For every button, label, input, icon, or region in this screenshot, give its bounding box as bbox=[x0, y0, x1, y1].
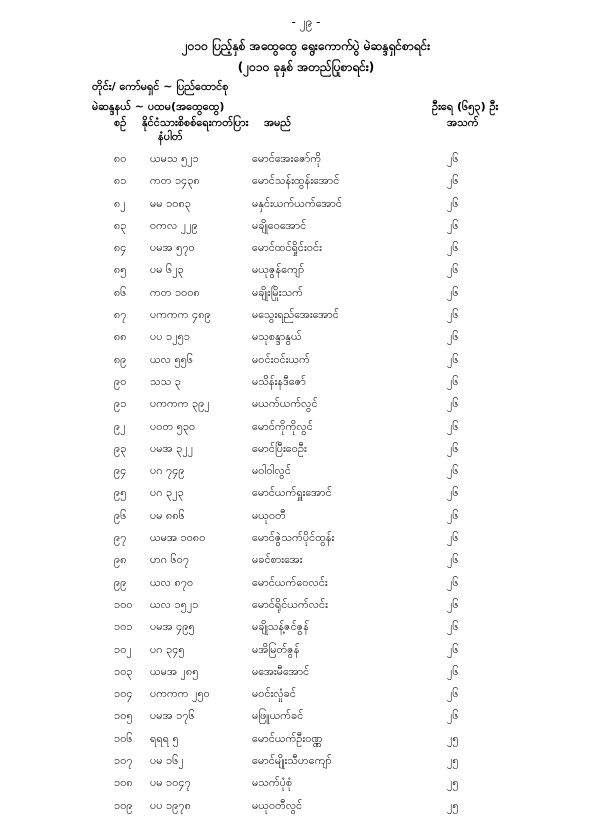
voter-age: ၂၅ bbox=[447, 798, 459, 812]
nrc-number: ပမအ ၄၉၅ bbox=[150, 620, 195, 634]
table-row bbox=[0, 505, 612, 527]
table-row bbox=[0, 237, 612, 259]
nrc-number: ပမ ၆၂၃ bbox=[150, 263, 184, 277]
row-number: ၈၇ bbox=[114, 308, 127, 322]
column-header-no: စဉ် bbox=[114, 116, 127, 129]
column-header-nrc-line2: နံပါတ် bbox=[158, 130, 183, 143]
row-number: ၁၀၅ bbox=[114, 709, 133, 723]
voter-age: ၂၆ bbox=[447, 709, 459, 723]
nrc-number: ပဝတ ၅၃၀ bbox=[150, 419, 196, 433]
row-number: ၁၀၁ bbox=[114, 620, 133, 634]
row-number: ၁၀၈ bbox=[114, 776, 133, 790]
voter-name: မချိုးမြိုးသက် bbox=[252, 285, 303, 299]
table-row bbox=[0, 460, 612, 482]
voter-age: ၂၆ bbox=[447, 687, 459, 701]
nrc-number: ပကကက ၄၈၉ bbox=[150, 308, 211, 322]
nrc-number: ပဂ ၃၄၅ bbox=[150, 642, 185, 656]
row-number: ၈၀ bbox=[114, 152, 127, 165]
table-row bbox=[0, 772, 612, 794]
voter-name: မဝါဝါလွင် bbox=[252, 464, 291, 478]
table-row bbox=[0, 282, 612, 304]
nrc-number: ပဂ ၃၂၃ bbox=[150, 486, 184, 500]
table-row bbox=[0, 349, 612, 371]
voter-name: မချိုသန့်ဇင်ဇွန် bbox=[252, 620, 309, 634]
table-row bbox=[0, 304, 612, 326]
voter-name: မောင်မျိုးသီဟကျော် bbox=[252, 754, 332, 768]
nrc-number: ပမအ ၃၂၂ bbox=[150, 441, 194, 455]
voter-age: ၂၅ bbox=[447, 776, 459, 790]
voter-age: ၂၆ bbox=[447, 531, 459, 545]
row-number: ၈၅ bbox=[114, 263, 127, 277]
table-row bbox=[0, 416, 612, 438]
table-row bbox=[0, 371, 612, 393]
voter-name: မယုဝတီ bbox=[252, 508, 286, 522]
row-number: ၁၀၃ bbox=[114, 664, 133, 678]
voter-name: မအေးမီအောင် bbox=[252, 664, 310, 678]
voter-name: မသုစန္ဒာနွယ် bbox=[252, 330, 302, 344]
row-number: ၉၂ bbox=[114, 419, 126, 433]
row-number: ၉၈ bbox=[114, 553, 127, 567]
voter-name: မခင်စားအေး bbox=[252, 553, 303, 567]
table-row bbox=[0, 728, 612, 750]
table-row bbox=[0, 438, 612, 460]
row-number: ၈၈ bbox=[114, 330, 127, 344]
voter-name: မယုဇွန်ကျော် bbox=[252, 263, 305, 277]
nrc-number: ကတ ၁၀၀၈ bbox=[150, 285, 200, 299]
voter-name: မသက်ပုံစုံ bbox=[252, 776, 293, 790]
voter-name: မောင်အေးဇော်ကို bbox=[252, 152, 322, 165]
voter-table bbox=[0, 148, 612, 817]
row-number: ၈၃ bbox=[114, 218, 127, 232]
nrc-number: ပမ ၁၀၄၇ bbox=[150, 776, 191, 790]
row-number: ၁၀၄ bbox=[114, 687, 133, 701]
voter-age: ၂၆ bbox=[447, 152, 459, 165]
row-number: ၉၉ bbox=[114, 575, 127, 589]
voter-name: မဖြူယက်ခင် bbox=[252, 709, 304, 723]
nrc-number: ပမအ ၁၇၆ bbox=[150, 709, 195, 723]
row-number: ၈၁ bbox=[114, 174, 127, 188]
voter-name: မယုဝတီလွင် bbox=[252, 798, 303, 812]
nrc-number: ပမအ ၅၇၀ bbox=[150, 241, 195, 255]
table-row bbox=[0, 148, 612, 170]
voter-name: မောင်သန်းထွန်းအောင် bbox=[252, 174, 340, 188]
voter-age: ၂၅ bbox=[447, 754, 459, 768]
nrc-number: ယလ ၁၅၂၁ bbox=[150, 597, 199, 611]
column-header-name: အမည် bbox=[264, 116, 292, 129]
voter-name: မောင်ကိုကိုလွင် bbox=[252, 419, 313, 433]
voter-age: ၂၆ bbox=[447, 508, 459, 522]
table-row bbox=[0, 683, 612, 705]
voter-age: ၂၆ bbox=[447, 285, 459, 299]
page-number: - ၂၉ - bbox=[291, 15, 321, 29]
table-row bbox=[0, 326, 612, 348]
row-number: ၈၆ bbox=[114, 285, 127, 299]
nrc-number: ပပ ၁၂၅၁ bbox=[150, 330, 191, 344]
column-header-nrc: နိုင်ငံသားစိစစ်ရေးကတ်ပြား bbox=[142, 116, 249, 129]
voter-age: ၂၆ bbox=[447, 464, 459, 478]
table-row bbox=[0, 549, 612, 571]
nrc-number: ဝကလ ၂၂၉ bbox=[150, 218, 198, 232]
voter-name: မောင်ပြီးဝေဦး bbox=[252, 441, 307, 455]
voter-name: မယက်ယက်လွင် bbox=[252, 397, 318, 411]
nrc-number: ယမအ ၂၈၅ bbox=[150, 664, 199, 678]
nrc-number: မမ ၁၀၈၃ bbox=[150, 196, 191, 210]
voter-age: ၂၆ bbox=[447, 575, 459, 589]
voter-name: မချိုဝေအောင် bbox=[252, 218, 307, 232]
row-number: ၈၉ bbox=[114, 352, 127, 366]
voter-name: မဝင်းလှုံခင် bbox=[252, 687, 296, 701]
table-row bbox=[0, 616, 612, 638]
table-row bbox=[0, 393, 612, 415]
voter-name: မအိမြတ်ဇွန် bbox=[252, 642, 300, 656]
nrc-number: ပမ ၁၆၂ bbox=[150, 754, 184, 768]
table-row bbox=[0, 594, 612, 616]
table-row bbox=[0, 170, 612, 192]
voter-age: ၂၆ bbox=[447, 642, 459, 656]
voter-name: မောင်ယက်ရှူးအောင် bbox=[252, 486, 332, 500]
nrc-number: ရရရ ၅ bbox=[150, 731, 179, 745]
row-number: ၉၃ bbox=[114, 441, 127, 455]
voter-age: ၂၆ bbox=[447, 620, 459, 634]
voter-age: ၂၆ bbox=[447, 374, 459, 388]
table-row bbox=[0, 661, 612, 683]
table-row bbox=[0, 193, 612, 215]
voter-age: ၂၆ bbox=[447, 263, 459, 277]
table-row bbox=[0, 639, 612, 661]
column-header-age: အသက် bbox=[447, 116, 479, 129]
location-line: တိုင်း/ ကော်မရှင် ~ ပြည်ထောင်စု bbox=[92, 80, 229, 93]
voter-name: မောင်ရိုင်ယက်လင်း bbox=[252, 597, 328, 611]
constituency-label: မဲဆန္ဒနယ် ~ ပထမ(အထွေထွေ) bbox=[92, 100, 225, 113]
voter-age: ၂၆ bbox=[447, 308, 459, 322]
nrc-number: ပပ ၁၉၇၈ bbox=[150, 798, 191, 812]
row-number: ၉၅ bbox=[114, 486, 127, 500]
voter-name: မနှင်းယက်ယက်အောင် bbox=[252, 196, 343, 210]
voter-age: ၂၆ bbox=[447, 397, 459, 411]
voter-name: မောင်ဇွဲသက်ပိုင်ထွန်း bbox=[252, 531, 335, 545]
nrc-number: ယလ ၈၇၀ bbox=[150, 575, 194, 589]
row-number: ၈၂ bbox=[114, 196, 126, 210]
voter-name: မောင်ယက်ဦးဝဏ္ဏ bbox=[252, 731, 323, 745]
table-row bbox=[0, 705, 612, 727]
table-row bbox=[0, 750, 612, 772]
page-title: ၂၀၁၀ ပြည့်နှစ် အထွေထွေ ရွေးကောက်ပွဲ မဲဆန္ဒရှင်စာရင်း bbox=[181, 39, 431, 53]
row-number: ၁၀၆ bbox=[114, 731, 133, 745]
voter-name: မသွေးရည်အေးအောင် bbox=[252, 308, 339, 322]
nrc-number: ပမ ၈၈၆ bbox=[150, 508, 185, 522]
row-number: ၉၄ bbox=[114, 464, 127, 478]
table-row bbox=[0, 527, 612, 549]
voter-age: ၂၆ bbox=[447, 330, 459, 344]
voter-age: ၂၆ bbox=[447, 352, 459, 366]
page-subtitle: (၂၀၁၀ ခုနှစ် အတည်ပြုစာရင်း) bbox=[237, 60, 375, 74]
voter-age: ၂၆ bbox=[447, 664, 459, 678]
voter-name: မသိန်းနဒီဇော် bbox=[252, 374, 306, 388]
table-row bbox=[0, 259, 612, 281]
voter-count: ဦးရေ (၆၅၃) ဦး bbox=[432, 100, 499, 113]
voter-age: ၂၅ bbox=[447, 731, 459, 745]
voter-name: မောင်ထင်ရှိုင်းဝင်း bbox=[252, 241, 322, 255]
row-number: ၁၀၂ bbox=[114, 642, 132, 656]
nrc-number: ယမသ ၅၂၁ bbox=[150, 152, 199, 165]
voter-age: ၂၆ bbox=[447, 174, 459, 188]
table-row bbox=[0, 482, 612, 504]
voter-age: ၂၆ bbox=[447, 241, 459, 255]
table-row bbox=[0, 215, 612, 237]
voter-age: ၂၆ bbox=[447, 597, 459, 611]
voter-age: ၂၆ bbox=[447, 196, 459, 210]
nrc-number: ပကကက ၂၅၀ bbox=[150, 687, 210, 701]
nrc-number: သသ ၃ bbox=[150, 374, 181, 388]
table-row bbox=[0, 572, 612, 594]
row-number: ၈၄ bbox=[114, 241, 127, 255]
voter-age: ၂၆ bbox=[447, 553, 459, 567]
row-number: ၁၀၀ bbox=[114, 597, 133, 611]
nrc-number: ပဂ ၇၄၉ bbox=[150, 464, 185, 478]
row-number: ၉၁ bbox=[114, 397, 127, 411]
voter-name: မောင်ယက်ဝေလင်း bbox=[252, 575, 328, 589]
voter-age: ၂၆ bbox=[447, 419, 459, 433]
voter-name: မဝင်းဝင်းယက် bbox=[252, 352, 310, 366]
nrc-number: ကတ ၁၄၃၈ bbox=[150, 174, 200, 188]
nrc-number: ဟဂ ၆၀၇ bbox=[150, 553, 190, 567]
voter-age: ၂၆ bbox=[447, 486, 459, 500]
nrc-number: ယမအ ၁၀၈၀ bbox=[150, 531, 206, 545]
voter-age: ၂၆ bbox=[447, 441, 459, 455]
row-number: ၉၇ bbox=[114, 531, 127, 545]
row-number: ၁၀၇ bbox=[114, 754, 133, 768]
row-number: ၁၀၉ bbox=[114, 798, 133, 812]
table-row bbox=[0, 795, 612, 817]
nrc-number: ယလ ၅၅၆ bbox=[150, 352, 194, 366]
nrc-number: ပကကက ၃၉၂ bbox=[150, 397, 210, 411]
voter-age: ၂၆ bbox=[447, 218, 459, 232]
row-number: ၉၀ bbox=[114, 374, 127, 388]
row-number: ၉၆ bbox=[114, 508, 127, 522]
